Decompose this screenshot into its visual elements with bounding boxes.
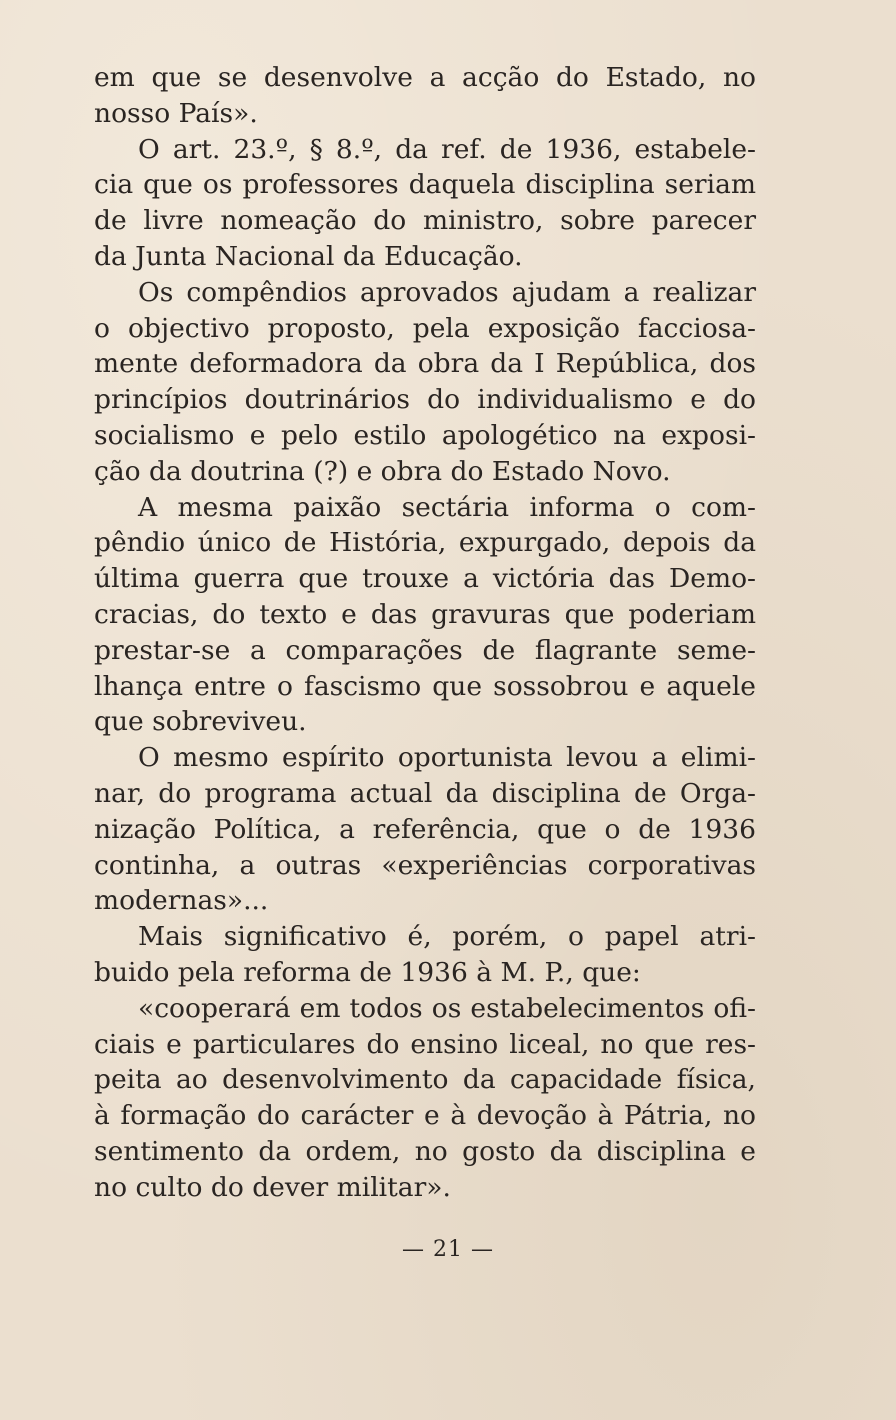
text-line: ção da doutrina (?) e obra do Estado Novo. — [94, 455, 671, 487]
quote-line: peita ao desenvolvimento da capacidade física, — [94, 1064, 756, 1096]
text-line: prestar-se a comparações de flagrante seme- — [94, 634, 756, 666]
text-line: socialismo e pelo estilo apologético na exposi- — [94, 419, 756, 451]
quote-line: à formação do carácter e à devoção à Pátria, no — [94, 1100, 756, 1132]
text-line: cia que os professores daquela disciplina seriam — [94, 169, 756, 201]
text-line: que sobreviveu. — [94, 706, 307, 738]
page-number: — 21 — — [402, 1237, 494, 1262]
text-line: modernas»... — [94, 885, 269, 917]
quote-line: ciais e particulares do ensino liceal, no que res- — [94, 1028, 756, 1060]
text-line: pêndio único de História, expurgado, depois da — [94, 527, 756, 559]
text-line: continha, a outras «experiências corporativas — [94, 849, 756, 881]
text-line: da Junta Nacional da Educação. — [94, 240, 523, 272]
quote-start-line: «cooperará em todos os estabelecimentos ofi- — [138, 992, 756, 1024]
quote-line: no culto do dever militar». — [94, 1171, 451, 1203]
paragraph-start-line: Os compêndios aprovados ajudam a realizar — [138, 276, 756, 308]
text-line: nosso País». — [94, 97, 258, 129]
text-line: última guerra que trouxe a victória das Demo- — [94, 563, 756, 595]
text-line: nar, do programa actual da disciplina de Orga- — [94, 777, 756, 809]
text-line: nização Política, a referência, que o de 1936 — [94, 813, 756, 845]
text-line: em que se desenvolve a acção do Estado, no — [94, 62, 756, 93]
text-line: buido pela reforma de 1936 à M. P., que: — [94, 956, 641, 988]
text-line: princípios doutrinários do individualismo e do — [94, 384, 756, 416]
paragraph-start-line: A mesma paixão sectária informa o com- — [138, 491, 756, 523]
quote-line: sentimento da ordem, no gosto da disciplina e — [94, 1135, 756, 1167]
paragraph-start-line: O mesmo espírito oportunista levou a elimi- — [138, 742, 756, 774]
text-line: mente deformadora da obra da I República, dos — [94, 348, 756, 380]
text-line: lhança entre o fascismo que sossobrou e aquele — [94, 670, 756, 702]
text-line: cracias, do texto e das gravuras que poderiam — [94, 598, 756, 630]
paragraph-start-line: O art. 23.º, § 8.º, da ref. de 1936, estabele- — [138, 133, 756, 165]
paragraph-start-line: Mais significativo é, porém, o papel atri- — [138, 921, 756, 953]
text-line: de livre nomeação do ministro, sobre parecer — [94, 205, 756, 237]
body-text — [94, 60, 756, 1206]
text-line: o objectivo proposto, pela exposição facciosa- — [94, 312, 756, 344]
